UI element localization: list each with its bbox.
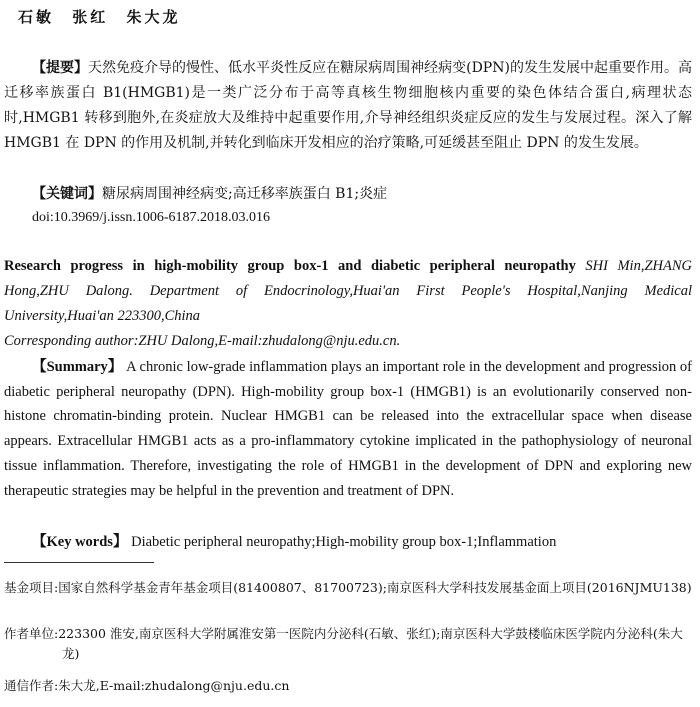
english-summary-label: 【Summary】: [32, 359, 123, 375]
english-abstract: [4, 355, 692, 503]
english-keywords-text: Diabetic peripheral neuropathy;High-mobility group box-1;Inflammation: [131, 534, 557, 550]
footnote-fund: [4, 578, 692, 598]
footnote-corr-label: 通信作者:: [4, 678, 59, 693]
chinese-keywords: [4, 182, 692, 206]
corresponding-author: Corresponding author:ZHU Dalong,E-mail:zhudalong@nju.edu.cn.: [4, 333, 401, 349]
footnote-corr-text: 朱大龙,E-mail:zhudalong@nju.edu.cn: [58, 678, 290, 693]
chinese-summary-text: 天然免疫介导的慢性、低水平炎性反应在糖尿病周围神经病变(DPN)的发生发展中起重要作用。高迁移率族蛋白 B1(HMGB1)是一类广泛分布于高等真核生物细胞核内重要的染色体结合蛋白,病理状态时,HMGB1 转移到胞外,在炎症放大及维持中起重要作用,介导神经组织炎症反应的发生与发展过程。深入了解 HMGB1 在 DPN 的作用及机制,并转化到临床开发相应的治疗策略,可延缓甚至阻止 DPN 的发生发展。: [4, 60, 692, 151]
footnote-fund-label: 基金项目:: [4, 580, 59, 595]
footnote-divider: [4, 562, 154, 563]
footnote-corresponding: [4, 676, 692, 696]
chinese-keywords-label: 【关键词】: [32, 186, 102, 202]
chinese-summary-label: 【提要】: [32, 60, 89, 76]
english-header: [4, 254, 692, 354]
english-summary-text: A chronic low-grade inflammation plays an important role in the development and progression of diabetic peripheral neuropathy (DPN). High-mobility group box-1 (HMGB1) is an evolutionarily conserved non-histone chromatin-binding protein. Nuclear HMGB1 can be released into the extracellular space when disease appears. Extracellular HMGB1 acts as a pro-inflammatory cytokine implicated in the pathophysiology of neuronal tissue inflammation. Therefore, investigating the role of HMGB1 in the development of DPN and exploring new therapeutic strategies may be helpful in the prevention and treatment of DPN.: [4, 359, 692, 499]
doi: doi:10.3969/j.issn.1006-6187.2018.03.016: [32, 210, 271, 225]
english-keywords-label: 【Key words】: [32, 534, 128, 550]
chinese-abstract: [4, 56, 692, 156]
author-names: 石敏 张红 朱大龙: [18, 8, 181, 26]
english-title: Research progress in high-mobility group box-1 and diabetic peripheral neuropathy: [4, 258, 576, 274]
english-affiliation: Department of Endocrinology,Huai'an First People's Hospital,Nanjing Medical University,Huai'an 223300,China: [4, 283, 692, 324]
chinese-keywords-text: 糖尿病周围神经病变;高迁移率族蛋白 B1;炎症: [102, 186, 388, 202]
footnote-unit-text: 223300 淮安,南京医科大学附属淮安第一医院内分泌科(石敏、张红);南京医科大学鼓楼临床医学院内分泌科(朱大龙): [58, 626, 683, 661]
footnote-unit: [4, 624, 692, 664]
english-keywords: [4, 530, 692, 554]
footnote-unit-label: 作者单位:: [4, 626, 59, 641]
english-authors: SHI Min,ZHANG Hong,ZHU Dalong.: [4, 258, 692, 299]
footnote-fund-text: 国家自然科学基金青年基金项目(81400807、81700723);南京医科大学科技发展基金面上项目(2016NJMU138): [58, 580, 692, 595]
